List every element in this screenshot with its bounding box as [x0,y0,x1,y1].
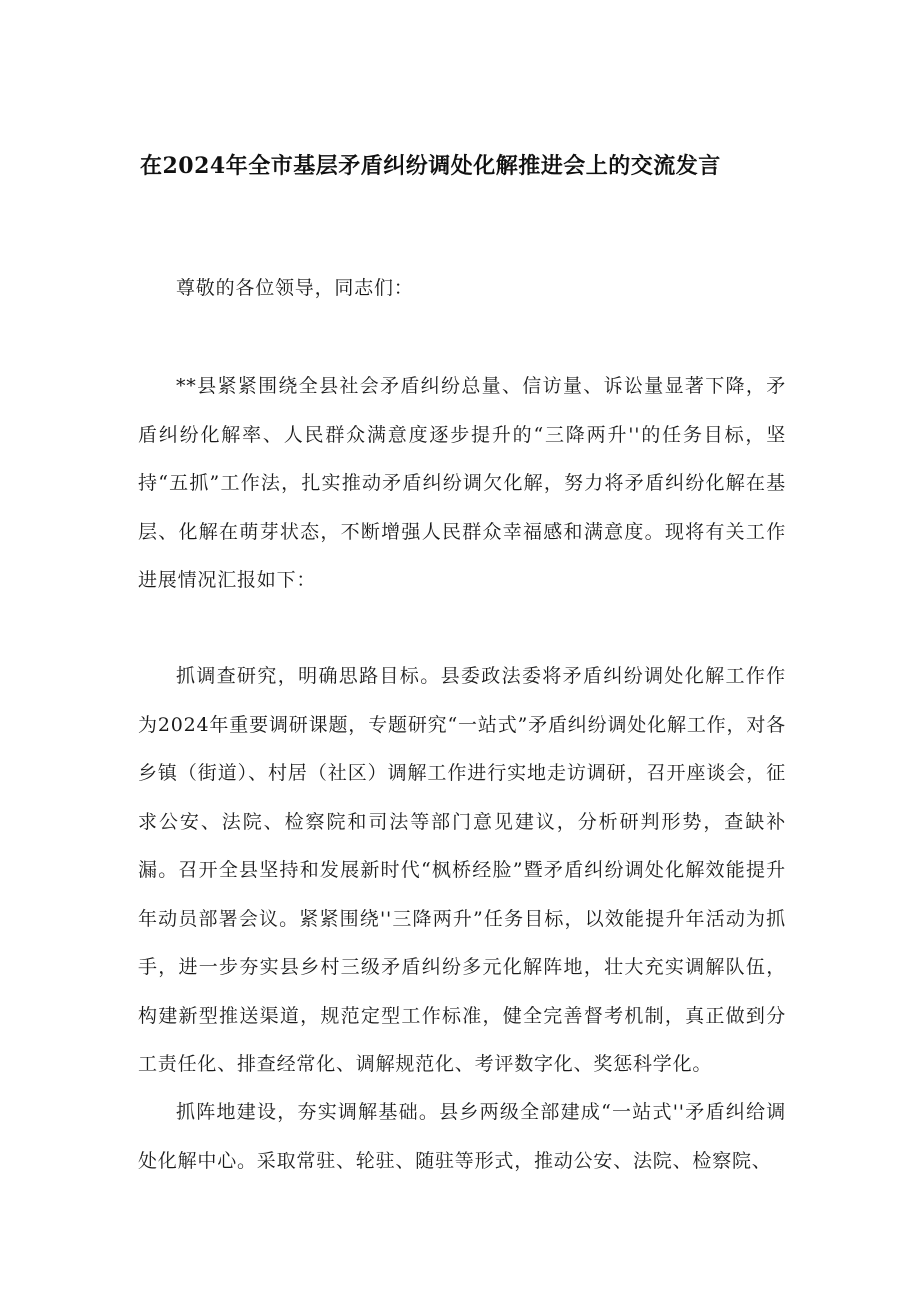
document-title: 在2024年全市基层矛盾纠纷调处化解推进会上的交流发言 [140,153,721,179]
intro-paragraph: **县紧紧围绕全县社会矛盾纠纷总量、信访量、诉讼量显著下降，矛盾纠纷化解率、人民群众满意度逐步提升的“三降两升''的任务目标，坚持“五抓”工作法，扎实推动矛盾纠纷调欠化解，努力将矛盾纠纷化解在基层、化解在萌芽状态，不断增强人民群众幸福感和满意度。现将有关工作进展情况汇报如下： [138,375,786,591]
section-paragraph-infrastructure: 抓阵地建设，夯实调解基础。县乡两级全部建成“一站式''矛盾纠给调处化解中心。采取常驻、轮驻、随驻等形式，推动公安、法院、检察院、 [138,1101,786,1172]
section-paragraph-research: 抓调查研究，明确思路目标。县委政法委将矛盾纠纷调处化解工作作为2024年重要调研课题，专题研究“一站式”矛盾纠纷调处化解工作，对各乡镇（街道）、村居（社区）调解工作进行实地走访调研，召开座谈会，征求公安、法院、检察院和司法等部门意见建议，分析研判形势，查缺补漏。召开全县坚持和发展新时代“枫桥经脸”暨矛盾纠纷调处化解效能提升年动员部署会议。紧紧围绕''三降两升”任务目标，以效能提升年活动为抓手，进一步夯实县乡村三级矛盾纠纷多元化解阵地，壮大充实调解队伍，构建新型推送渠道，规范定型工作标准，健全完善督考机制，真正做到分工责任化、排查经常化、调解规范化、考评数字化、奖惩科学化。 [138,665,786,1075]
greeting-paragraph: 尊敬的各位领导，同志们： [176,277,414,299]
